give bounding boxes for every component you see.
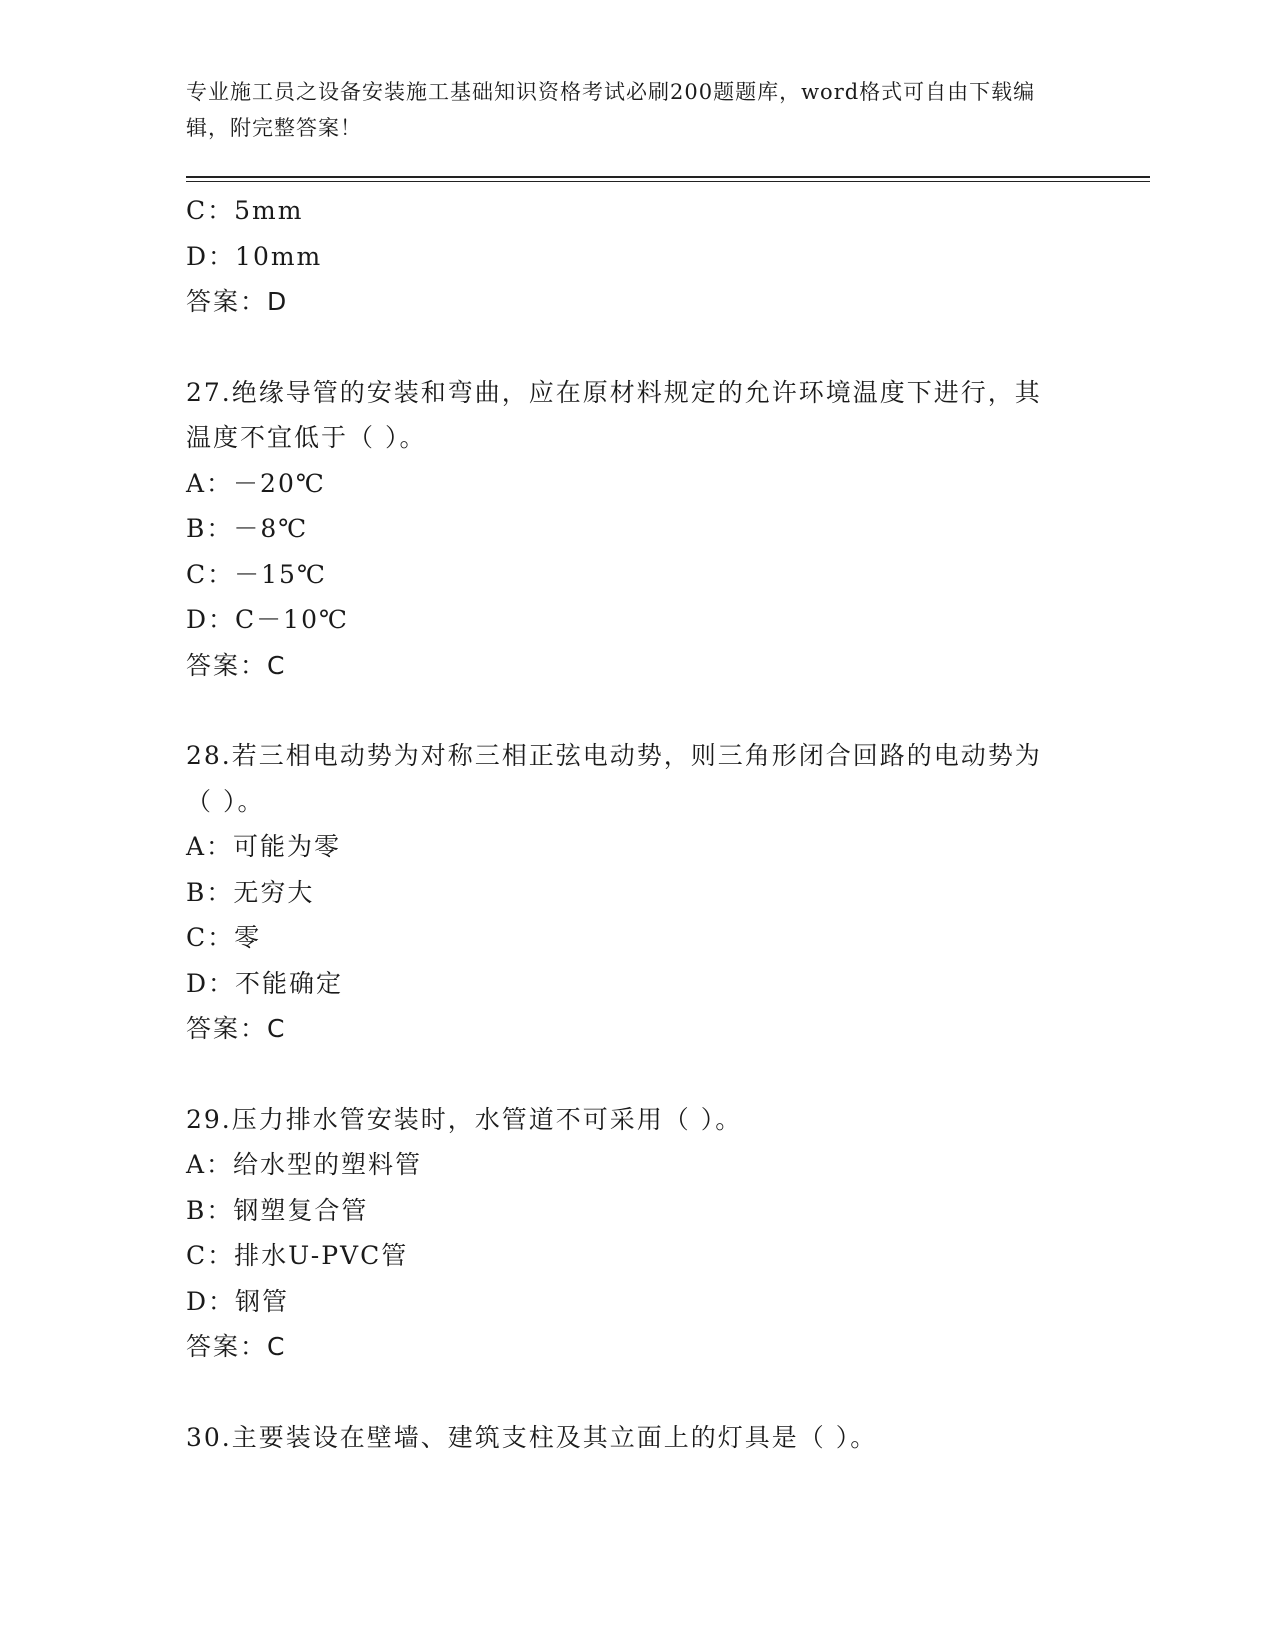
question-list xyxy=(186,188,1086,1460)
option-a: A：可能为零 xyxy=(186,832,342,861)
option-d: D：C－10℃ xyxy=(186,605,349,634)
question-prev xyxy=(186,188,1086,325)
question-text: 29.压力排水管安装时，水管道不可采用（ ）。 xyxy=(186,1104,743,1134)
option-c: C：排水U-PVC管 xyxy=(186,1241,409,1270)
question-text: 28.若三相电动势为对称三相正弦电动势，则三角形闭合回路的电动势为（ ）。 xyxy=(186,741,1042,816)
spacer xyxy=(186,1052,1086,1097)
header-divider-thin xyxy=(186,181,1150,182)
answer-line: 答案：C xyxy=(186,650,287,680)
answer-line: 答案：C xyxy=(186,1014,287,1043)
option-d: D：10mm xyxy=(186,241,323,271)
option-a: A：给水型的塑料管 xyxy=(186,1150,423,1179)
answer-line: 答案：D xyxy=(186,287,289,316)
option-d: D：钢管 xyxy=(186,1286,290,1316)
spacer xyxy=(186,688,1086,733)
question-30 xyxy=(186,1415,1086,1461)
question-28 xyxy=(186,733,1086,1052)
answer-line: 答案：C xyxy=(186,1332,287,1361)
question-27 xyxy=(186,370,1086,689)
option-c: C：5mm xyxy=(186,196,304,225)
option-b: B：钢塑复合管 xyxy=(186,1195,369,1225)
option-c: C：零 xyxy=(186,923,262,952)
spacer xyxy=(186,325,1086,370)
option-b: B：无穷大 xyxy=(186,877,315,907)
option-d: D：不能确定 xyxy=(186,968,344,998)
spacer xyxy=(186,1370,1086,1415)
page-header: 专业施工员之设备安装施工基础知识资格考试必刷200题题库，word格式可自由下载编辑，附完整答案！ xyxy=(186,80,1036,140)
question-29 xyxy=(186,1097,1086,1370)
option-b: B：－8℃ xyxy=(186,514,309,543)
option-c: C：－15℃ xyxy=(186,559,327,589)
header-divider-thick xyxy=(186,176,1150,178)
option-a: A：－20℃ xyxy=(186,468,326,498)
question-text: 30.主要装设在壁墙、建筑支柱及其立面上的灯具是（ ）。 xyxy=(186,1422,878,1452)
question-text: 27.绝缘导管的安装和弯曲，应在原材料规定的允许环境温度下进行，其温度不宜低于（ ）。 xyxy=(186,377,1042,452)
